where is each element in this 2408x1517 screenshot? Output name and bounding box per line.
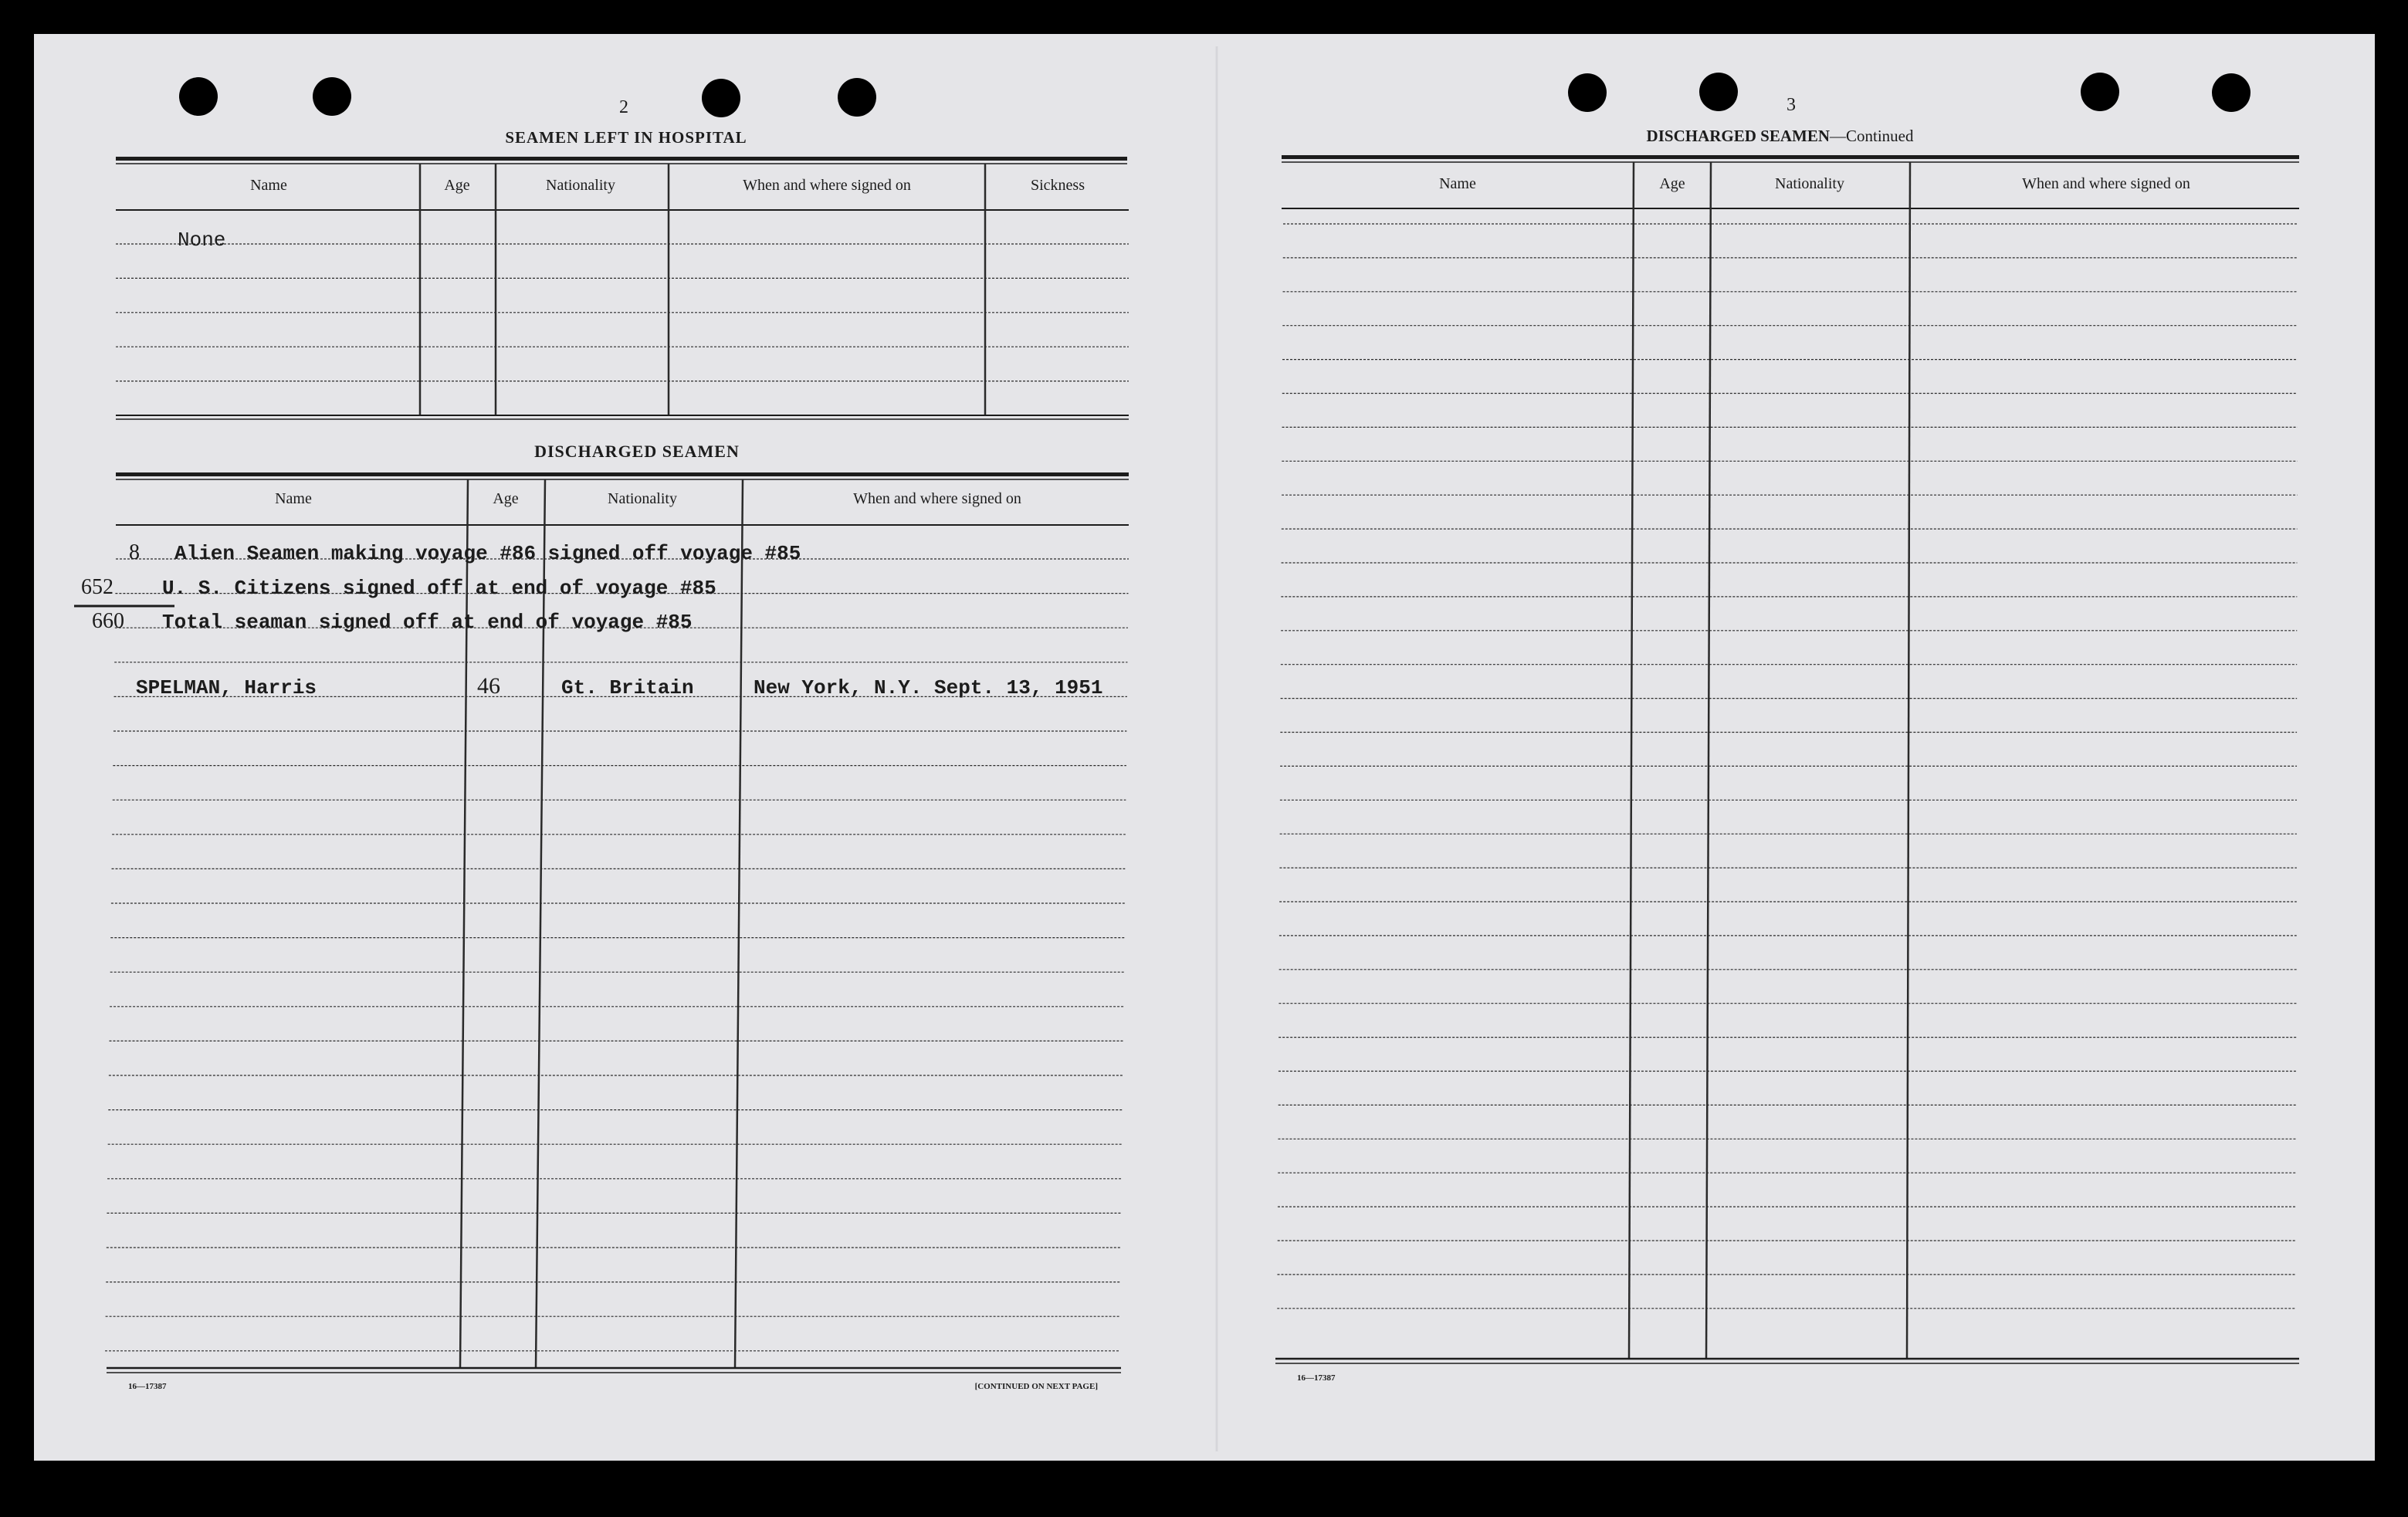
paper-sheet: [34, 34, 2375, 1461]
punch-hole: [2212, 73, 2251, 112]
discharged-header-signed-on: When and where signed on: [853, 490, 1021, 507]
summary-text: Total seaman signed off at end of voyage #85: [162, 611, 693, 634]
hospital-header-nationality: Nationality: [546, 177, 615, 194]
discharged-header-age: Age: [493, 490, 519, 507]
summary-block: [74, 540, 801, 634]
hospital-title: SEAMEN LEFT IN HOSPITAL: [505, 128, 747, 147]
punch-hole: [179, 77, 218, 116]
seaman-age: 46: [477, 673, 500, 699]
punch-hole: [702, 79, 740, 117]
summary-count: 660: [92, 609, 124, 633]
punch-hole: [2081, 73, 2119, 111]
hospital-header-age: Age: [444, 177, 470, 194]
right-page-number: 3: [1787, 95, 1796, 115]
right-header-name: Name: [1439, 175, 1476, 192]
punch-hole: [1699, 73, 1738, 111]
discharged-header-nationality: Nationality: [608, 490, 677, 507]
right-header-age: Age: [1659, 175, 1685, 192]
right-top-rule: [1282, 155, 2299, 159]
seaman-name: SPELMAN, Harris: [136, 676, 317, 699]
discharged-title: DISCHARGED SEAMEN: [534, 442, 740, 461]
right-header-nationality: Nationality: [1775, 175, 1844, 192]
summary-text: Alien Seamen making voyage #86 signed off voyage #85: [174, 542, 801, 565]
continued-note: [CONTINUED ON NEXT PAGE]: [974, 1382, 1098, 1391]
seaman-nationality: Gt. Britain: [561, 676, 694, 699]
right-header-signed-on: When and where signed on: [2022, 175, 2190, 192]
form-number: 16—17387: [128, 1382, 167, 1391]
summary-count: 652: [81, 575, 113, 599]
punch-hole: [313, 77, 351, 116]
hospital-header-signed-on: When and where signed on: [743, 177, 911, 194]
table-row: [136, 673, 1102, 699]
hospital-header-sickness: Sickness: [1031, 177, 1085, 194]
seaman-signed-on: New York, N.Y. Sept. 13, 1951: [754, 676, 1103, 699]
left-page-number: 2: [619, 97, 628, 117]
summary-count: 8: [129, 540, 140, 564]
hospital-entry-none: None: [178, 229, 226, 252]
punch-hole: [1568, 73, 1607, 112]
right-title-main: DISCHARGED SEAMEN: [1646, 127, 1830, 145]
hospital-top-rule: [116, 157, 1127, 161]
right-title-continued: —Continued: [1830, 127, 1914, 145]
hospital-header-name: Name: [250, 177, 287, 194]
form-number: 16—17387: [1297, 1373, 1336, 1383]
discharged-top-rule: [116, 472, 1129, 476]
discharged-header-name: Name: [275, 490, 312, 507]
summary-text: U. S. Citizens signed off at end of voyage #85: [162, 577, 716, 600]
punch-hole: [838, 78, 876, 117]
